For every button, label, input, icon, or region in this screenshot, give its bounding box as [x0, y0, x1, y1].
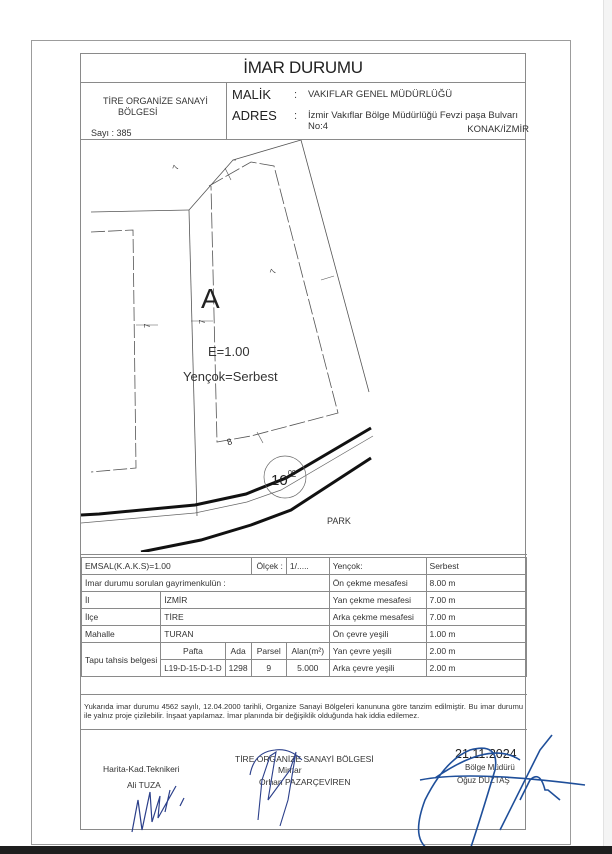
alan-value: 5.000 — [286, 660, 329, 677]
alan-header: Alan(m²) — [286, 643, 329, 660]
setback-value-front: 8 — [225, 436, 234, 448]
table-row — [82, 575, 527, 592]
parsel-value: 9 — [251, 660, 286, 677]
neighbor-parcel-top-line — [91, 210, 189, 212]
director-name: Oğuz DUZTAŞ — [457, 776, 510, 785]
rule-label: Yençok: — [329, 558, 426, 575]
address-colon: : — [294, 110, 298, 122]
setback-value-left-neighbor: 7 — [143, 323, 152, 328]
surveyor-title: Harita-Kad.Teknikeri — [103, 764, 180, 774]
address-label: ADRES — [232, 108, 277, 123]
tapu-label: Tapu tahsis belgesi — [82, 643, 161, 677]
director-title: Bölge Müdürü — [465, 763, 515, 772]
table-row — [82, 643, 527, 660]
document-number: Sayı : 385 — [91, 128, 132, 138]
ilce-value: TİRE — [161, 609, 329, 626]
ilce-label: İlçe — [82, 609, 161, 626]
setback-value-left: 7 — [198, 319, 207, 324]
setback-value-right: 7 — [268, 267, 279, 276]
parcel-label: A — [201, 283, 220, 314]
architect-title: Mimar — [278, 765, 302, 775]
rule-label: Yan çekme mesafesi — [329, 592, 426, 609]
owner-label: MALİK — [232, 87, 272, 102]
rule-value: 2.00 m — [426, 660, 526, 677]
table-row — [82, 558, 527, 575]
pafta-header: Pafta — [161, 643, 225, 660]
road-width-value: 10 — [271, 472, 288, 489]
parcel-boundary-right — [233, 140, 369, 392]
ada-value: 1298 — [225, 660, 251, 677]
rule-label: Ön çekme mesafesi — [329, 575, 426, 592]
imar-durumu-form — [80, 53, 529, 830]
issuer-org-line2: BÖLGESİ — [118, 107, 158, 117]
setback-value-top: 7 — [170, 163, 181, 172]
scale-label: Ölçek : — [251, 558, 286, 575]
rule-value: 7.00 m — [426, 592, 526, 609]
rule-label: Arka çevre yeşili — [329, 660, 426, 677]
road-centerline — [81, 436, 373, 523]
taskbar-edge — [0, 846, 612, 854]
issuer-org-line1: TİRE ORGANİZE SANAYİ — [103, 96, 208, 106]
address-value: İzmir Vakıflar Bölge Müdürlüğü Fevzi paşa Bulvarı No:4 — [308, 110, 518, 132]
il-label: İl — [82, 592, 161, 609]
zoning-info-table — [81, 554, 527, 693]
il-value: İZMİR — [161, 592, 329, 609]
issue-date: 21.11.2024 — [455, 747, 517, 761]
rule-value: 1.00 m — [426, 626, 526, 643]
scrollbar[interactable] — [603, 0, 612, 846]
rule-label: Yan çevre yeşili — [329, 643, 426, 660]
form-title-row — [81, 54, 525, 83]
parsel-header: Parsel — [251, 643, 286, 660]
surveyor-name: Ali TUZA — [127, 780, 161, 790]
form-title: İMAR DURUMU — [243, 58, 363, 77]
neighbor-setback-line — [91, 230, 136, 472]
scale-value: 1/..... — [286, 558, 329, 575]
rule-label: Arka çekme mesafesi — [329, 609, 426, 626]
ada-header: Ada — [225, 643, 251, 660]
setback-tick-right — [321, 276, 334, 280]
rule-value: 7.00 m — [426, 609, 526, 626]
parcel-drawing — [81, 140, 527, 552]
architect-name: Orhan PAZARÇEVİREN — [259, 777, 351, 787]
table-row — [82, 626, 527, 643]
yencok-label: Yençok=Serbest — [183, 369, 278, 384]
address-city: KONAK/İZMİR — [467, 124, 529, 135]
road-edge-bottom — [141, 458, 371, 552]
emsal-cell: EMSAL(K.A.K.S)=1.00 — [82, 558, 252, 575]
issuer-block — [81, 82, 227, 139]
owner-colon: : — [294, 89, 298, 101]
architect-org: TİRE ORGANİZE SANAYİ BÖLGESİ — [235, 754, 374, 764]
legal-note: Yukarıda imar durumu 4562 sayılı, 12.04.2000 tarihli, Organize Sanayi Bölgeleri kanununa göre tanzim edilmiştir. Bu imar durumu ile yalnız proje çizilebilir. İnşaat yapılamaz. İmar planında bir değişiklik olduğunda hak iddia edilemez. — [81, 694, 527, 730]
rule-value: Serbest — [426, 558, 526, 575]
owner-block — [226, 82, 529, 139]
table-row — [82, 592, 527, 609]
park-label: PARK — [327, 516, 351, 526]
parcel-boundary-left — [189, 210, 197, 516]
parcel-boundary-top — [189, 160, 236, 210]
owner-value: VAKIFLAR GENEL MÜDÜRLÜĞÜ — [308, 89, 453, 100]
mahalle-label: Mahalle — [82, 626, 161, 643]
emsal-label: E=1.00 — [208, 344, 250, 359]
asked-property-cell: İmar durumu sorulan gayrimenkulün : — [82, 575, 330, 592]
table-row — [82, 609, 527, 626]
mahalle-value: TURAN — [161, 626, 329, 643]
road-width-superscript: 00 — [288, 470, 296, 477]
rule-value: 8.00 m — [426, 575, 526, 592]
pafta-value: L19-D-15-D-1-D — [161, 660, 225, 677]
rule-label: Ön çevre yeşili — [329, 626, 426, 643]
rule-value: 2.00 m — [426, 643, 526, 660]
